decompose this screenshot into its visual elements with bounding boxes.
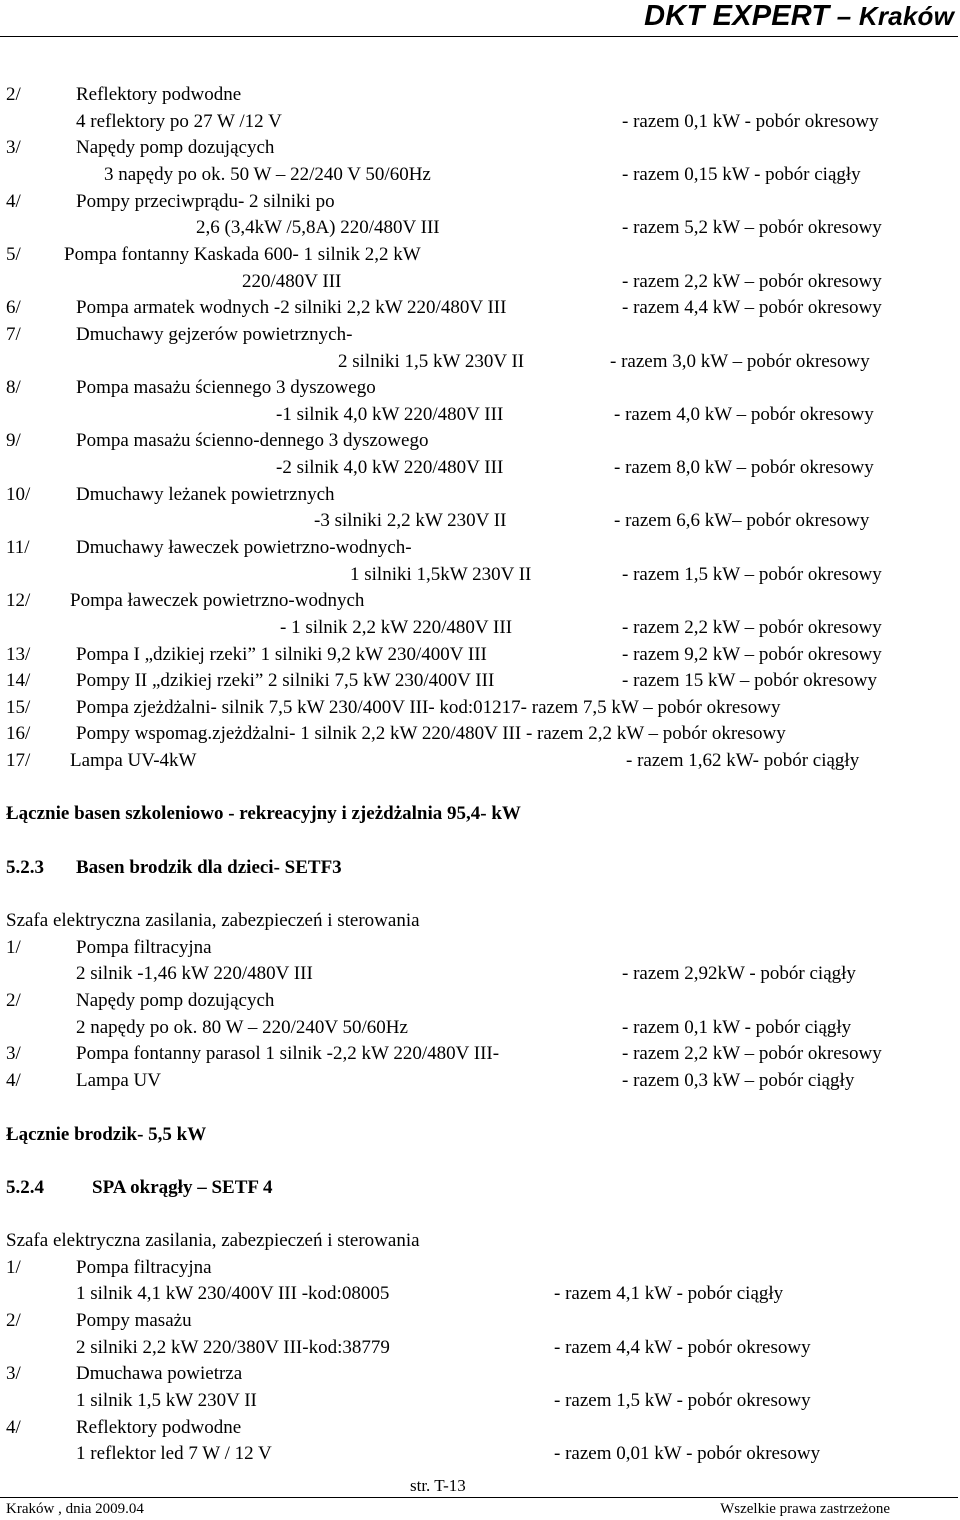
page-number: str. T-13 bbox=[410, 1476, 466, 1495]
document-text-line: 1/ bbox=[6, 1257, 21, 1278]
document-text-line: - razem 1,5 kW – pobór okresowy bbox=[622, 564, 882, 585]
document-text-line: - razem 4,0 kW – pobór okresowy bbox=[614, 404, 874, 425]
footer-rights: Wszelkie prawa zastrzeżone bbox=[720, 1501, 890, 1517]
document-text-line: Pompa filtracyjna bbox=[76, 937, 212, 958]
document-text-line: Pompy przeciwprądu- 2 silniki po bbox=[76, 191, 335, 212]
document-text-line: 1 silniki 1,5kW 230V II bbox=[350, 564, 532, 585]
document-text-line: 2 silniki 1,5 kW 230V II bbox=[338, 351, 525, 372]
document-text-line: Pompa armatek wodnych -2 silniki 2,2 kW 220/480V III bbox=[76, 297, 507, 318]
document-text-line: 2/ bbox=[6, 1310, 21, 1331]
document-text-line: 220/480V III bbox=[242, 271, 342, 292]
document-text-line: 8/ bbox=[6, 377, 21, 398]
document-text-line: 13/ bbox=[6, 644, 31, 665]
document-text-line: 4/ bbox=[6, 1070, 21, 1091]
document-text-line: Pompa fontanny Kaskada 600- 1 silnik 2,2 kW bbox=[64, 244, 421, 265]
document-text-line: - razem 2,2 kW – pobór okresowy bbox=[622, 1043, 882, 1064]
document-text-line: 2/ bbox=[6, 84, 21, 105]
header-rule bbox=[0, 36, 958, 37]
document-text-line: 2 napędy po ok. 80 W – 220/240V 50/60Hz bbox=[76, 1017, 408, 1038]
section-heading-text: Łącznie brodzik- 5,5 kW bbox=[6, 1124, 207, 1145]
document-text-line: Pompa zjeżdżalni- silnik 7,5 kW 230/400V III- kod:01217- razem 7,5 kW – pobór okresowy bbox=[76, 697, 781, 718]
section-heading-text: Łącznie basen szkoleniowo - rekreacyjny i zjeżdżalnia 95,4- kW bbox=[6, 803, 521, 824]
document-text-line: - razem 2,92kW - pobór ciągły bbox=[622, 963, 856, 984]
document-text-line: Reflektory podwodne bbox=[76, 84, 242, 105]
footer-rule bbox=[0, 1497, 958, 1498]
header-city: Kraków bbox=[858, 1, 954, 31]
document-text-line: - razem 1,62 kW- pobór ciągły bbox=[626, 750, 860, 771]
document-text-line: Dmuchawa powietrza bbox=[76, 1363, 243, 1384]
document-text-line: Dmuchawy gejzerów powietrznych- bbox=[76, 324, 353, 345]
document-text-line: Pompy II „dzikiej rzeki” 2 silniki 7,5 kW 230/400V III bbox=[76, 670, 495, 691]
document-text-line: - razem 9,2 kW – pobór okresowy bbox=[622, 644, 882, 665]
document-text-line: Pompa fontanny parasol 1 silnik -2,2 kW 220/480V III- bbox=[76, 1043, 500, 1064]
document-text-line: - razem 0,15 kW - pobór ciągły bbox=[622, 164, 861, 185]
document-text-line: Szafa elektryczna zasilania, zabezpieczeń i sterowania bbox=[6, 1230, 420, 1251]
document-text-line: Reflektory podwodne bbox=[76, 1417, 242, 1438]
document-text-line: - razem 4,1 kW - pobór ciągły bbox=[554, 1283, 784, 1304]
document-text-line: 1 silnik 4,1 kW 230/400V III -kod:08005 bbox=[76, 1283, 390, 1304]
section-heading-text: SPA okrągły – SETF 4 bbox=[92, 1177, 273, 1198]
header-separator: – bbox=[836, 1, 852, 31]
document-text-line: 5/ bbox=[6, 244, 21, 265]
document-text-line: 9/ bbox=[6, 430, 21, 451]
document-text-line: 4/ bbox=[6, 1417, 21, 1438]
document-text-line: - razem 0,3 kW – pobór ciągły bbox=[622, 1070, 855, 1091]
document-text-line: 2 silnik -1,46 kW 220/480V III bbox=[76, 963, 313, 984]
document-text-line: 11/ bbox=[6, 537, 30, 558]
document-text-line: - razem 15 kW – pobór okresowy bbox=[622, 670, 878, 691]
document-text-line: Pompy wspomag.zjeżdżalni- 1 silnik 2,2 kW 220/480V III - razem 2,2 kW – pobór okresowy bbox=[76, 723, 786, 744]
document-text-line: 1 reflektor led 7 W / 12 V bbox=[76, 1443, 272, 1464]
document-text-line: 14/ bbox=[6, 670, 31, 691]
document-text-line: 3/ bbox=[6, 137, 21, 158]
document-text-line: 17/ bbox=[6, 750, 31, 771]
document-text-line: - razem 0,01 kW - pobór okresowy bbox=[554, 1443, 821, 1464]
page-header bbox=[644, 0, 954, 33]
document-text-line: 10/ bbox=[6, 484, 31, 505]
document-text-line: 4/ bbox=[6, 191, 21, 212]
document-text-line: - razem 0,1 kW - pobór ciągły bbox=[622, 1017, 852, 1038]
document-text-line: - razem 4,4 kW - pobór okresowy bbox=[554, 1337, 811, 1358]
document-text-line: 3 napędy po ok. 50 W – 22/240 V 50/60Hz bbox=[104, 164, 431, 185]
document-text-line: Lampa UV bbox=[76, 1070, 161, 1091]
document-text-line: - razem 6,6 kW– pobór okresowy bbox=[614, 510, 870, 531]
document-text-line: 3/ bbox=[6, 1043, 21, 1064]
document-text-line: - razem 3,0 kW – pobór okresowy bbox=[610, 351, 870, 372]
document-text-line: - razem 4,4 kW – pobór okresowy bbox=[622, 297, 882, 318]
document-text-line: Dmuchawy leżanek powietrznych bbox=[76, 484, 335, 505]
document-text-line: 2,6 (3,4kW /5,8A) 220/480V III bbox=[196, 217, 440, 238]
document-text-line: Pompa masażu ściennego 3 dyszowego bbox=[76, 377, 376, 398]
document-text-line: - 1 silnik 2,2 kW 220/480V III bbox=[280, 617, 513, 638]
footer-date: Kraków , dnia 2009.04 bbox=[6, 1501, 144, 1517]
document-text-line: 1 silnik 1,5 kW 230V II bbox=[76, 1390, 257, 1411]
document-text-line: Napędy pomp dozujących bbox=[76, 137, 275, 158]
document-text-line: 6/ bbox=[6, 297, 21, 318]
document-text-line: 15/ bbox=[6, 697, 31, 718]
document-text-line: 2 silniki 2,2 kW 220/380V III-kod:38779 bbox=[76, 1337, 390, 1358]
document-text-line: -3 silniki 2,2 kW 230V II bbox=[314, 510, 507, 531]
header-brand: DKT EXPERT bbox=[644, 0, 830, 32]
document-text-line: 1/ bbox=[6, 937, 21, 958]
document-text-line: Szafa elektryczna zasilania, zabezpieczeń i sterowania bbox=[6, 910, 420, 931]
document-text-line: 4 reflektory po 27 W /12 V bbox=[76, 111, 282, 132]
document-text-line: Napędy pomp dozujących bbox=[76, 990, 275, 1011]
document-text-line: -1 silnik 4,0 kW 220/480V III bbox=[276, 404, 504, 425]
document-text-line: 2/ bbox=[6, 990, 21, 1011]
document-text-line: 12/ bbox=[6, 590, 31, 611]
document-text-line: - razem 0,1 kW - pobór okresowy bbox=[622, 111, 879, 132]
document-text-line: - razem 2,2 kW – pobór okresowy bbox=[622, 617, 882, 638]
document-text-line: - razem 8,0 kW – pobór okresowy bbox=[614, 457, 874, 478]
document-text-line: Lampa UV-4kW bbox=[70, 750, 197, 771]
document-text-line: 3/ bbox=[6, 1363, 21, 1384]
document-text-line: - razem 2,2 kW – pobór okresowy bbox=[622, 271, 882, 292]
document-text-line: Pompa masażu ścienno-dennego 3 dyszowego bbox=[76, 430, 429, 451]
document-text-line: 7/ bbox=[6, 324, 21, 345]
document-text-line: - razem 1,5 kW - pobór okresowy bbox=[554, 1390, 811, 1411]
document-text-line: Pompa ławeczek powietrzno-wodnych bbox=[70, 590, 365, 611]
section-heading-text: 5.2.4 bbox=[6, 1177, 44, 1198]
section-heading-text: Basen brodzik dla dzieci- SETF3 bbox=[76, 857, 342, 878]
document-text-line: Pompa I „dzikiej rzeki” 1 silniki 9,2 kW 230/400V III bbox=[76, 644, 487, 665]
document-text-line: - razem 5,2 kW – pobór okresowy bbox=[622, 217, 882, 238]
section-heading-text: 5.2.3 bbox=[6, 857, 44, 878]
document-text-line: Dmuchawy ławeczek powietrzno-wodnych- bbox=[76, 537, 412, 558]
document-text-line: Pompa filtracyjna bbox=[76, 1257, 212, 1278]
document-text-line: 16/ bbox=[6, 723, 31, 744]
document-text-line: -2 silnik 4,0 kW 220/480V III bbox=[276, 457, 504, 478]
document-text-line: Pompy masażu bbox=[76, 1310, 192, 1331]
